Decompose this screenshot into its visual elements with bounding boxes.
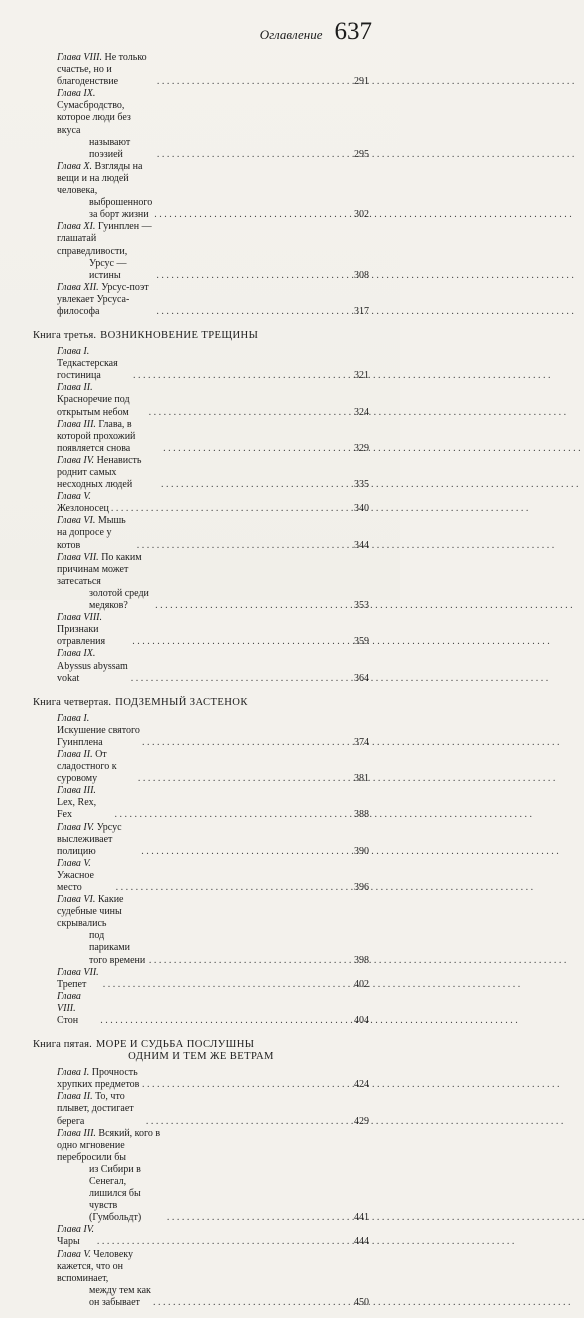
entry-text xyxy=(57,515,135,551)
chapter-label: Глава IX. xyxy=(57,88,96,100)
chapter-label: Глава II. xyxy=(57,748,93,760)
toc-entry[interactable] xyxy=(33,161,369,221)
entry-page-number: 308 xyxy=(354,269,369,281)
toc-entry[interactable] xyxy=(33,419,369,455)
dot-leader xyxy=(167,1212,351,1224)
entry-text xyxy=(57,455,159,491)
entry-page-number: 396 xyxy=(354,882,369,893)
entry-text xyxy=(57,382,147,418)
chapter-label: Глава IV. xyxy=(57,821,95,833)
chapter-label: Глава VI. xyxy=(57,894,96,906)
chapter-label: Глава V. xyxy=(57,857,91,869)
chapter-title-line: Искушение святого Гуинплена xyxy=(57,724,140,748)
entry-text xyxy=(57,1249,151,1309)
book-title: ПОДЗЕМНЫЙ ЗАСТЕНОК xyxy=(115,696,248,708)
toc-entry[interactable] xyxy=(33,52,369,88)
chapter-label: Глава II. xyxy=(57,1091,93,1103)
dot-leader xyxy=(103,979,351,991)
chapter-title-line: Прочность хрупких предметов xyxy=(57,1067,140,1091)
toc-entry[interactable] xyxy=(33,346,369,382)
entry-text xyxy=(57,491,109,515)
dot-leader xyxy=(131,673,351,685)
entry-text xyxy=(57,346,131,382)
entry-text xyxy=(57,749,136,785)
chapter-label: Глава VII. xyxy=(57,966,99,978)
toc-entry[interactable] xyxy=(33,822,369,858)
entry-page-number: 295 xyxy=(354,148,369,160)
dot-leader xyxy=(156,270,351,282)
chapter-title-line: золотой среди медяков? xyxy=(89,587,149,612)
book-title: МОРЕ И СУДЬБА ПОСЛУШНЫ xyxy=(95,1039,255,1051)
toc-entry[interactable] xyxy=(33,382,369,418)
entry-text xyxy=(57,858,114,894)
dot-leader xyxy=(100,1015,351,1027)
chapter-title-line: Abyssus abyssam vokat xyxy=(57,660,128,684)
chapter-title-line: под париками того времени xyxy=(89,930,146,966)
dot-leader xyxy=(141,846,351,858)
chapter-label: Глава V. xyxy=(57,491,91,503)
dot-leader xyxy=(156,306,351,318)
toc-entry[interactable] xyxy=(33,282,369,318)
book-title-line2: ОДНИМ И ТЕМ ЖЕ ВЕТРАМ xyxy=(128,1051,274,1063)
chapter-label: Глава VIII. xyxy=(57,52,103,63)
entry-page-number: 324 xyxy=(354,406,369,418)
chapter-label: Глава IV. xyxy=(57,454,95,466)
chapter-title-line: Чары xyxy=(57,1236,80,1248)
chapter-label: Глава III. xyxy=(57,418,96,430)
chapter-label: Глава VIII. xyxy=(57,990,81,1014)
chapter-label: Глава III. xyxy=(57,785,96,797)
toc-entry[interactable] xyxy=(33,1091,369,1127)
page-header xyxy=(0,18,372,49)
chapter-title-line: Всякий, кого в одно мгновение перебросили бы xyxy=(57,1127,161,1163)
entry-text xyxy=(57,822,139,858)
toc-entry[interactable] xyxy=(33,967,369,991)
book-title: ВОЗНИКНОВЕНИЕ ТРЕЩИНЫ xyxy=(100,330,259,342)
dot-leader xyxy=(146,1116,351,1128)
dot-leader xyxy=(161,479,351,491)
chapter-title-line: Гуинплен — глашатай справедливости, xyxy=(57,221,152,257)
chapter-label: Глава XII. xyxy=(57,281,99,293)
toc-section xyxy=(33,52,369,318)
entry-page-number: 340 xyxy=(354,503,369,515)
chapter-label: Глава III. xyxy=(57,1127,96,1139)
entry-page-number: 424 xyxy=(354,1079,369,1091)
toc-entry[interactable] xyxy=(33,991,369,1027)
toc-section xyxy=(33,1036,369,1309)
book-number: Книга пятая. xyxy=(33,1039,92,1051)
entry-page-number: 374 xyxy=(354,736,369,748)
entry-page-number: 402 xyxy=(354,978,369,990)
chapter-title-line: Ужасное место xyxy=(57,869,94,893)
toc-entry[interactable] xyxy=(33,221,369,281)
dot-leader xyxy=(133,370,351,382)
chapter-title-line: Жезлоносец xyxy=(57,503,109,515)
chapter-title-line: То, что плывет, достигает берега xyxy=(57,1091,134,1127)
dot-leader xyxy=(115,809,351,821)
entry-text xyxy=(57,1224,95,1248)
toc-section xyxy=(33,327,369,685)
entry-page-number: 329 xyxy=(354,442,369,454)
entry-page-number: 390 xyxy=(354,845,369,857)
entry-text xyxy=(57,1067,140,1091)
chapter-title-line: Урсус-поэт увлекает Урсуса-философа xyxy=(57,281,149,317)
dot-leader xyxy=(157,76,351,88)
chapter-title-line: Lex, Rex, Fex xyxy=(57,797,97,821)
book-number: Книга четвертая. xyxy=(33,696,112,708)
entry-page-number: 353 xyxy=(354,600,369,612)
dot-leader xyxy=(116,882,351,894)
dot-leader xyxy=(153,1297,351,1309)
chapter-title-line: Глава, в которой прохожий появляется снова xyxy=(57,418,136,454)
chapter-title-line: Тедкастерская гостиница xyxy=(57,358,118,382)
chapter-label: Глава II. xyxy=(57,382,93,394)
page-number: 637 xyxy=(334,18,372,45)
dot-leader xyxy=(132,636,351,648)
chapter-label: Глава VIII. xyxy=(57,612,103,624)
chapter-title-line: Красноречие под открытым небом xyxy=(57,394,130,418)
entry-text xyxy=(57,991,98,1027)
chapter-title-line: Урсус — истины xyxy=(89,257,127,281)
toc-entry[interactable] xyxy=(33,648,369,684)
chapter-label: Глава I. xyxy=(57,346,90,358)
entry-page-number: 381 xyxy=(354,773,369,785)
entry-page-number: 441 xyxy=(354,1212,369,1224)
chapter-title-line: между тем как он забывает xyxy=(89,1284,151,1308)
toc-entry[interactable] xyxy=(33,515,369,551)
chapter-label: Глава VI. xyxy=(57,515,96,527)
chapter-title-line: Какие судебные чины скрывались xyxy=(57,894,124,930)
chapter-title-line: По каким причинам может затесаться xyxy=(57,551,142,587)
entry-text xyxy=(57,221,154,281)
toc-entry[interactable] xyxy=(33,1249,369,1309)
entry-page-number: 344 xyxy=(354,539,369,551)
entry-page-number: 450 xyxy=(354,1296,369,1308)
chapter-title-line: Ненависть роднит самых несходных людей xyxy=(57,454,142,491)
book-number: Книга третья. xyxy=(33,330,97,342)
dot-leader xyxy=(154,209,351,221)
entry-text xyxy=(57,648,129,684)
dot-leader xyxy=(111,503,351,515)
chapter-title-line: Сумасбродство, которое люди без вкуса xyxy=(57,100,131,136)
toc-entry[interactable] xyxy=(33,894,369,967)
chapter-title-line: Не только счастье, но и благоденствие xyxy=(57,52,147,88)
chapter-title-line: выброшенного за борт жизни xyxy=(89,197,153,221)
toc-entry[interactable] xyxy=(33,612,369,648)
entry-page-number: 359 xyxy=(354,636,369,648)
entry-page-number: 335 xyxy=(354,479,369,491)
entry-text xyxy=(57,552,153,612)
chapter-title-line: Урсус выслеживает полицию xyxy=(57,821,122,857)
toc-entry[interactable] xyxy=(33,1128,369,1225)
chapter-label: Глава VII. xyxy=(57,551,99,563)
chapter-title-line: Взгляды на вещи и на людей человека, xyxy=(57,160,143,197)
entry-page-number: 302 xyxy=(354,209,369,221)
entry-text xyxy=(57,785,113,821)
entry-page-number: 398 xyxy=(354,954,369,966)
entry-page-number: 444 xyxy=(354,1236,369,1248)
entry-text xyxy=(57,894,147,967)
entry-page-number: 321 xyxy=(354,370,369,382)
dot-leader xyxy=(138,773,351,785)
dot-leader xyxy=(149,407,351,419)
toc-entry[interactable] xyxy=(33,455,369,491)
entry-text xyxy=(57,282,154,318)
chapter-label: Глава IX. xyxy=(57,648,96,660)
entry-page-number: 429 xyxy=(354,1115,369,1127)
entry-page-number: 404 xyxy=(354,1015,369,1027)
toc-entry[interactable] xyxy=(33,552,369,612)
chapter-title-line: называют поэзией xyxy=(89,136,131,160)
chapter-title-line: Трепет xyxy=(57,978,87,990)
entry-text xyxy=(57,419,161,455)
entry-text xyxy=(57,88,155,161)
toc-entry[interactable] xyxy=(33,491,369,515)
entry-text xyxy=(57,612,130,648)
chapter-title-line: (Гумбольдт) xyxy=(89,1212,142,1224)
dot-leader xyxy=(142,1079,351,1091)
dot-leader xyxy=(157,149,351,161)
dot-leader xyxy=(142,737,351,749)
toc-entry[interactable] xyxy=(33,1067,369,1091)
chapter-label: Глава IV. xyxy=(57,1224,95,1236)
chapter-label: Глава X. xyxy=(57,160,93,172)
toc-entry[interactable] xyxy=(33,713,369,749)
entry-page-number: 388 xyxy=(354,809,369,821)
running-title: Оглавление xyxy=(259,27,323,42)
entry-page-number: 291 xyxy=(354,76,369,88)
entry-text xyxy=(57,967,101,991)
chapter-label: Глава I. xyxy=(57,712,90,724)
entry-text xyxy=(57,1091,144,1127)
chapter-label: Глава V. xyxy=(57,1248,91,1260)
book-heading xyxy=(33,694,369,709)
chapter-label: Глава XI. xyxy=(57,221,96,233)
entry-page-number: 364 xyxy=(354,672,369,684)
dot-leader xyxy=(137,540,351,552)
dot-leader xyxy=(97,1236,351,1248)
toc-entry[interactable] xyxy=(33,88,369,161)
toc-entry[interactable] xyxy=(33,785,369,821)
chapter-title-line: От сладостного к суровому xyxy=(57,748,117,785)
entry-text xyxy=(57,713,140,749)
entry-page-number: 317 xyxy=(354,305,369,317)
table-of-contents xyxy=(33,52,369,1318)
toc-entry[interactable] xyxy=(33,749,369,785)
book-heading xyxy=(33,1036,369,1063)
dot-leader xyxy=(149,955,351,967)
entry-text xyxy=(57,52,155,88)
chapter-title-line: Признаки отравления xyxy=(57,624,106,648)
chapter-label: Глава I. xyxy=(57,1067,90,1079)
dot-leader xyxy=(163,443,351,455)
chapter-title-line: из Сибири в Сенегал, лишился бы чувств xyxy=(89,1163,141,1212)
toc-section xyxy=(33,694,369,1027)
chapter-title-line: Мышь на допросе у котов xyxy=(57,515,126,551)
entry-text xyxy=(57,161,152,221)
toc-entry[interactable] xyxy=(33,858,369,894)
toc-entry[interactable] xyxy=(33,1224,369,1248)
book-heading xyxy=(33,327,369,342)
dot-leader xyxy=(155,600,351,612)
chapter-title-line: Стон xyxy=(57,1015,79,1027)
entry-text xyxy=(57,1128,165,1225)
chapter-title-line: Человеку кажется, что он вспоминает, xyxy=(57,1248,133,1284)
